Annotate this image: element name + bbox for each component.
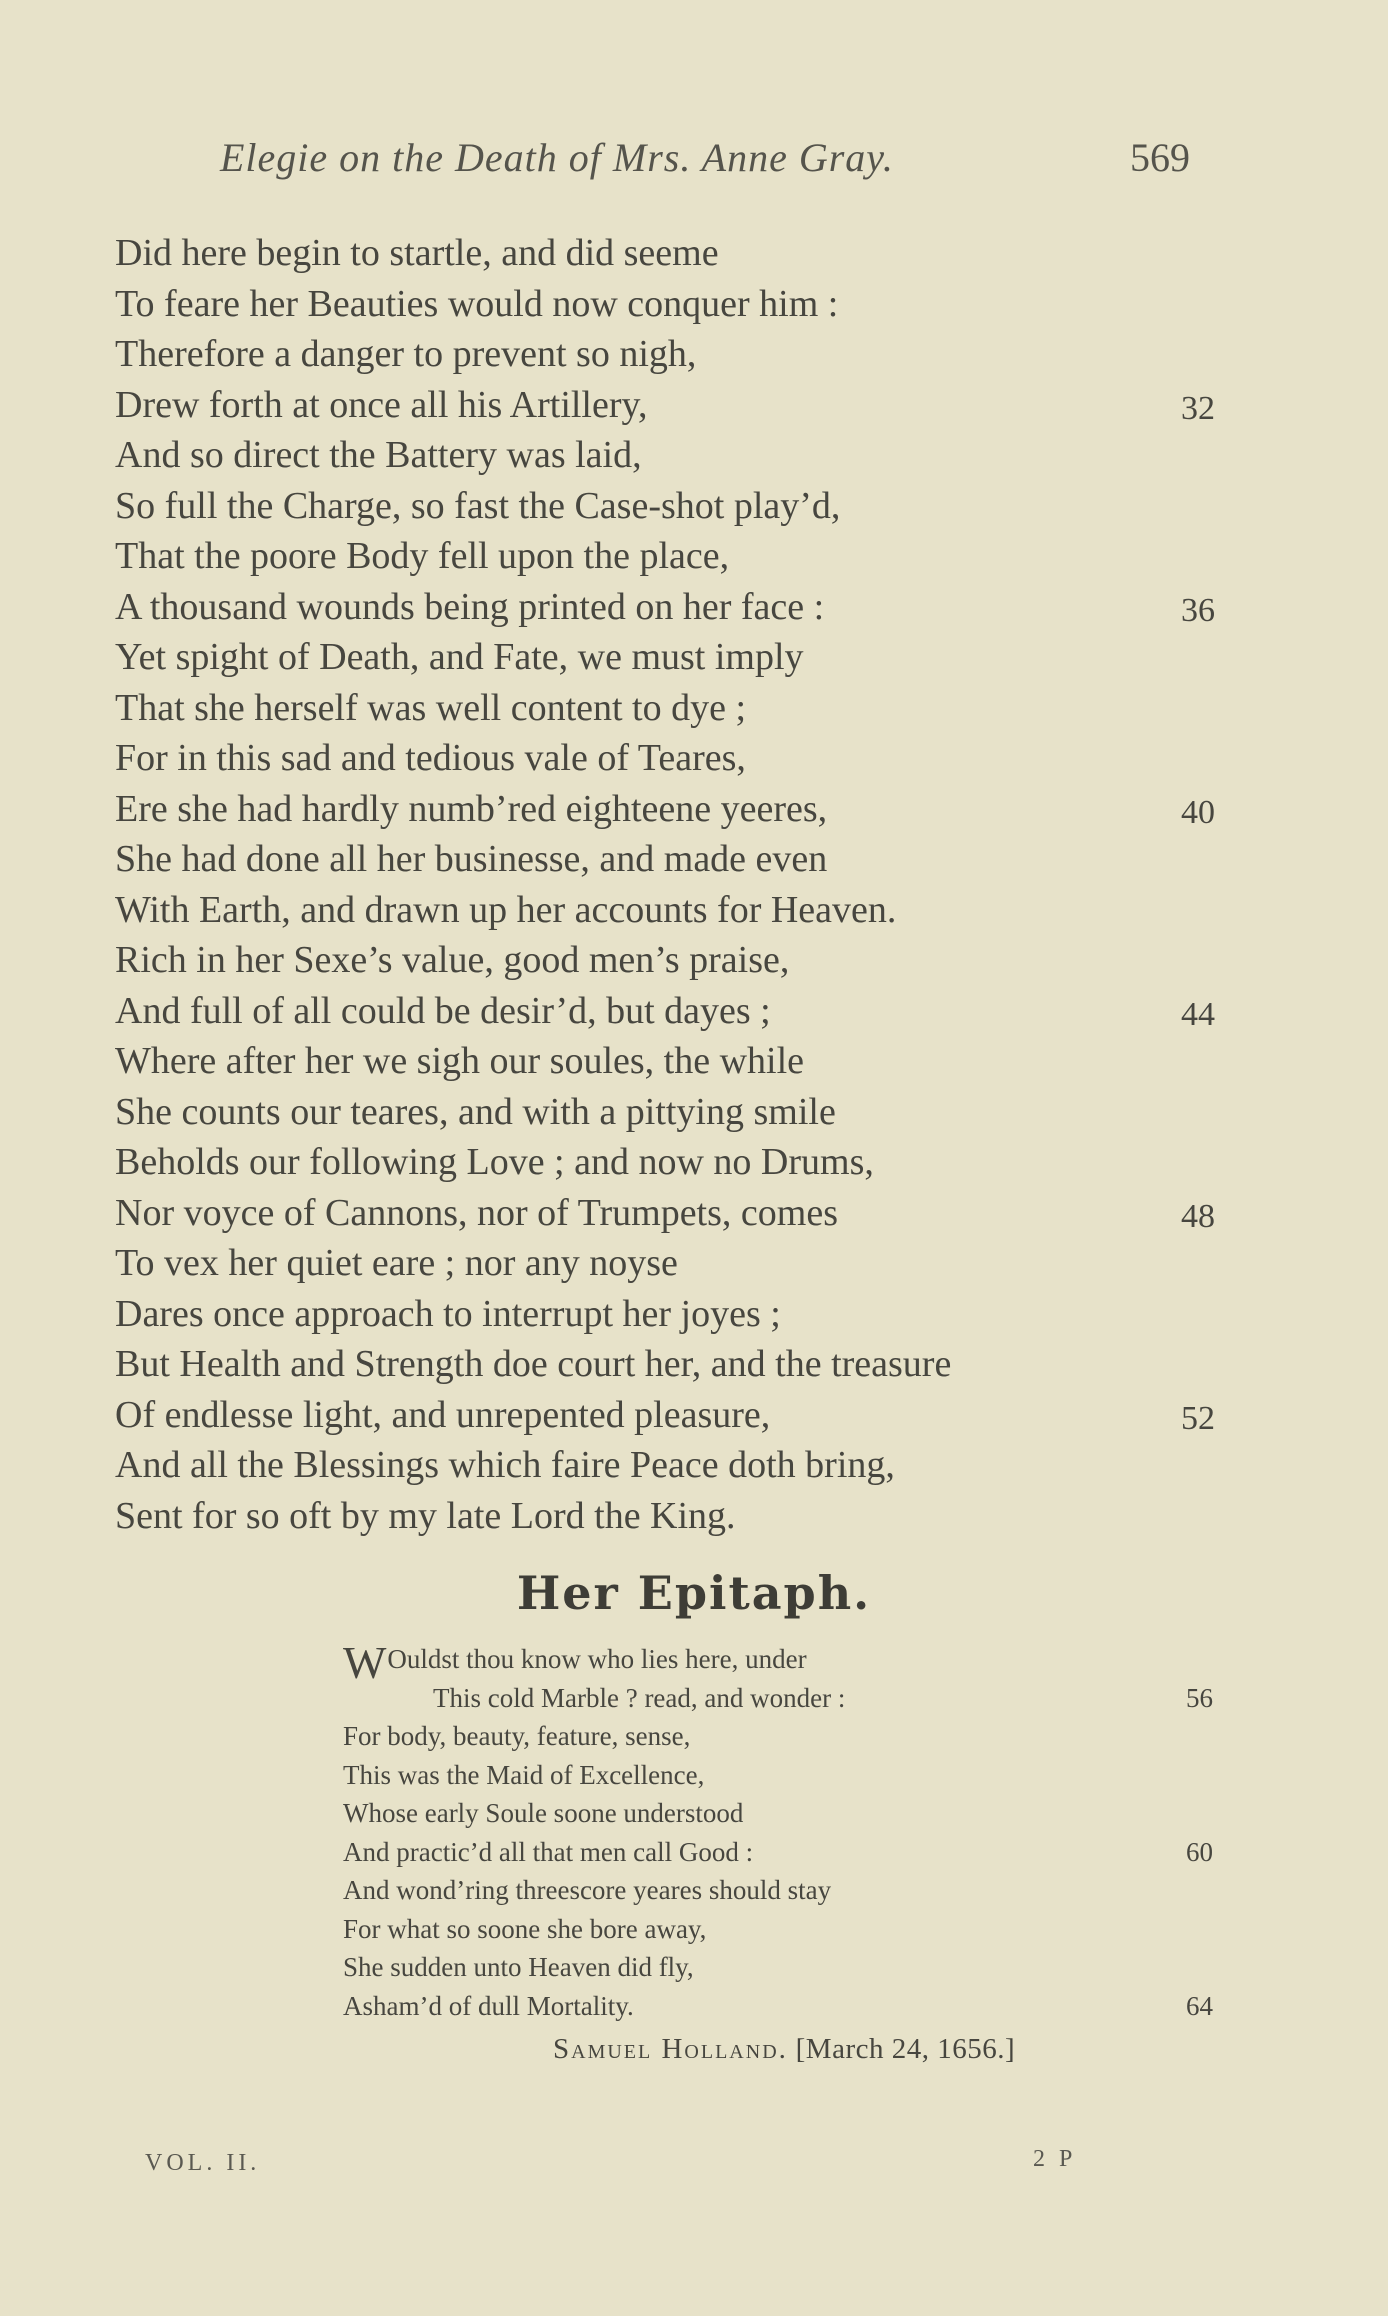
poem-line: Rich in her Sexe’s value, good men’s praise, xyxy=(115,939,790,981)
epitaph-poem xyxy=(343,1637,1213,2025)
epitaph-heading: Her Epitaph. xyxy=(516,1566,872,1620)
poem-line: Where after her we sigh our soules, the while xyxy=(115,1040,805,1082)
epitaph-line: For what so soone she bore away, xyxy=(343,1913,707,1944)
poem-line: Beholds our following Love ; and now no Drums, xyxy=(115,1141,874,1183)
volume-mark: VOL. II. xyxy=(145,2150,261,2176)
poem-line: That the poore Body fell upon the place, xyxy=(115,535,730,577)
line-number: 60 xyxy=(1186,1836,1213,1867)
running-title: Elegie on the Death of Mrs. Anne Gray. xyxy=(220,135,894,180)
epitaph-date: [March 24, 1656.] xyxy=(795,2033,1016,2065)
page-number: 569 xyxy=(1130,135,1190,180)
poem-line: Sent for so oft by my late Lord the King. xyxy=(115,1494,736,1537)
drop-cap: W xyxy=(343,1637,387,1688)
poem-line: To vex her quiet eare ; nor any noyse xyxy=(115,1242,678,1284)
line-number: 56 xyxy=(1186,1682,1213,1713)
line-number: 44 xyxy=(1181,995,1215,1033)
epitaph-line: For body, beauty, feature, sense, xyxy=(343,1721,691,1751)
epitaph-line: She sudden unto Heaven did fly, xyxy=(343,1952,694,1982)
poem-line: She had done all her businesse, and made even xyxy=(115,838,828,880)
epitaph-line: This cold Marble ? read, and wonder : 56 xyxy=(343,1679,1213,1718)
poem-line: For in this sad and tedious vale of Teares, xyxy=(115,737,746,779)
line-number: 36 xyxy=(1181,591,1215,629)
poem-line: Nor voyce of Cannons, nor of Trumpets, comes 48 xyxy=(115,1188,1215,1239)
line-number: 48 xyxy=(1181,1197,1215,1235)
elegy-poem xyxy=(115,228,1215,1541)
poem-line: And full of all could be desir’d, but dayes ; 44 xyxy=(115,986,1215,1037)
line-number: 32 xyxy=(1181,389,1215,427)
line-number: 52 xyxy=(1181,1399,1215,1437)
epitaph-line: WOuldst thou know who lies here, under xyxy=(343,1637,807,1688)
poem-line: Yet spight of Death, and Fate, we must imply xyxy=(115,636,804,678)
poem-line: So full the Charge, so fast the Case-shot play’d, xyxy=(115,484,841,527)
author-signature xyxy=(553,2033,1015,2066)
poem-line: With Earth, and drawn up her accounts for Heaven. xyxy=(115,888,897,931)
poem-line: And all the Blessings which faire Peace doth bring, xyxy=(115,1444,895,1486)
author-name: Samuel Holland. xyxy=(553,2033,788,2065)
epitaph-line: This was the Maid of Excellence, xyxy=(343,1759,705,1790)
line-number: 40 xyxy=(1181,793,1215,831)
epitaph-line: And wond’ring threescore yeares should stay xyxy=(343,1875,832,1905)
epitaph-line: And practic’d all that men call Good : 60 xyxy=(343,1833,1213,1872)
poem-line: She counts our teares, and with a pittying smile xyxy=(115,1090,836,1133)
poem-line: Drew forth at once all his Artillery, 32 xyxy=(115,380,1215,431)
epitaph-line: Asham’d of dull Mortality. 64 xyxy=(343,1987,1213,2026)
poem-line: And so direct the Battery was laid, xyxy=(115,434,642,476)
poem-line: Did here begin to startle, and did seeme xyxy=(115,232,719,274)
poem-line: Therefore a danger to prevent so nigh, xyxy=(115,333,697,375)
poem-line: Dares once approach to interrupt her joyes ; xyxy=(115,1292,781,1335)
poem-line: A thousand wounds being printed on her face : 36 xyxy=(115,582,1215,633)
poem-line: Of endlesse light, and unrepented pleasure, 52 xyxy=(115,1390,1215,1441)
signature-mark: 2 P xyxy=(1033,2146,1077,2172)
poem-line: But Health and Strength doe court her, and the treasure xyxy=(115,1343,952,1385)
line-number: 64 xyxy=(1186,1990,1213,2021)
poem-line: That she herself was well content to dye ; xyxy=(115,686,747,729)
epitaph-line: Whose early Soule soone understood xyxy=(343,1798,744,1828)
poem-line: Ere she had hardly numb’red eighteene yeeres, 40 xyxy=(115,784,1215,835)
poem-line: To feare her Beauties would now conquer him : xyxy=(115,282,839,325)
